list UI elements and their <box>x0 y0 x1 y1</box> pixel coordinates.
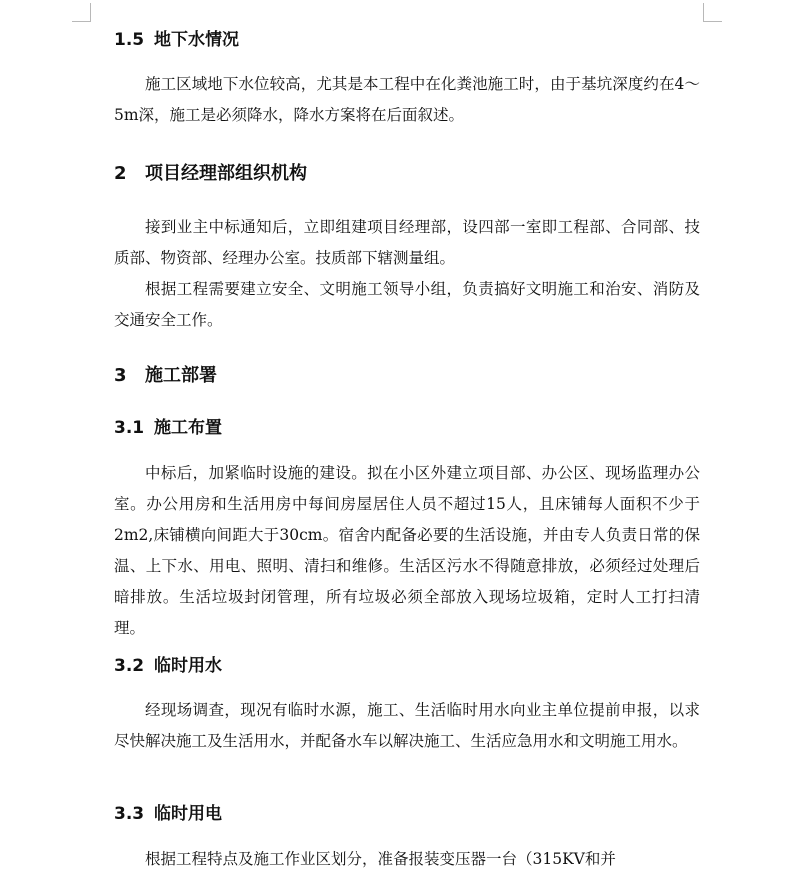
heading-title: 施工布置 <box>154 418 222 438</box>
heading-title: 施工部署 <box>145 365 217 386</box>
heading-number: 2 <box>114 163 127 184</box>
page-corner-mark-right <box>703 3 722 22</box>
heading-title: 项目经理部组织机构 <box>145 163 307 184</box>
page-corner-mark-left <box>72 3 91 22</box>
heading-title: 临时用水 <box>154 656 222 676</box>
heading-number: 3.1 <box>114 418 145 438</box>
paragraph-groundwater: 施工区域地下水位较高，尤其是本工程中在化粪池施工时，由于基坑深度约在4～5m深，施工是必须降水，降水方案将在后面叙述。 <box>114 75 700 124</box>
paragraph-organization: 接到业主中标通知后，立即组建项目经理部，设四部一室即工程部、合同部、技质部、物资部、经理办公室。技质部下辖测量组。 <box>114 218 700 267</box>
paragraph-temporary-power: 根据工程特点及施工作业区划分，准备报装变压器一台（315KV和并 <box>145 850 616 868</box>
heading-number: 1.5 <box>114 30 145 50</box>
paragraph-temporary-water: 经现场调查，现况有临时水源，施工、生活临时用水向业主单位提前申报，以求尽快解决施工及生活用水，并配备水车以解决施工、生活应急用水和文明施工用水。 <box>114 701 700 750</box>
heading-title: 临时用电 <box>154 804 222 824</box>
heading-number: 3.3 <box>114 804 145 824</box>
heading-title: 地下水情况 <box>154 30 239 50</box>
heading-2 <box>114 161 307 187</box>
paragraph-site-layout: 中标后，加紧临时设施的建设。拟在小区外建立项目部、办公区、现场监理办公室。办公用房和生活用房中每间房屋居住人员不超过15人，且床铺每人面积不少于2m2,床铺横向间距大于30cm。宿舍内配备必要的生活设施，并由专人负责日常的保温、上下水、用电、照明、清扫和维修。生活区污水不得随意排放，必须经过处理后暗排放。生活垃圾封闭管理，所有垃圾必须全部放入现场垃圾箱，定时人工打扫清理。 <box>114 464 700 637</box>
heading-number: 3 <box>114 365 127 386</box>
heading-3-2 <box>114 654 222 678</box>
heading-number: 3.2 <box>114 656 145 676</box>
heading-3-1 <box>114 416 222 440</box>
heading-3-3 <box>114 802 222 826</box>
heading-1-5 <box>114 28 239 52</box>
heading-3 <box>114 363 217 389</box>
paragraph-safety-group: 根据工程需要建立安全、文明施工领导小组，负责搞好文明施工和治安、消防及交通安全工作。 <box>114 280 700 329</box>
